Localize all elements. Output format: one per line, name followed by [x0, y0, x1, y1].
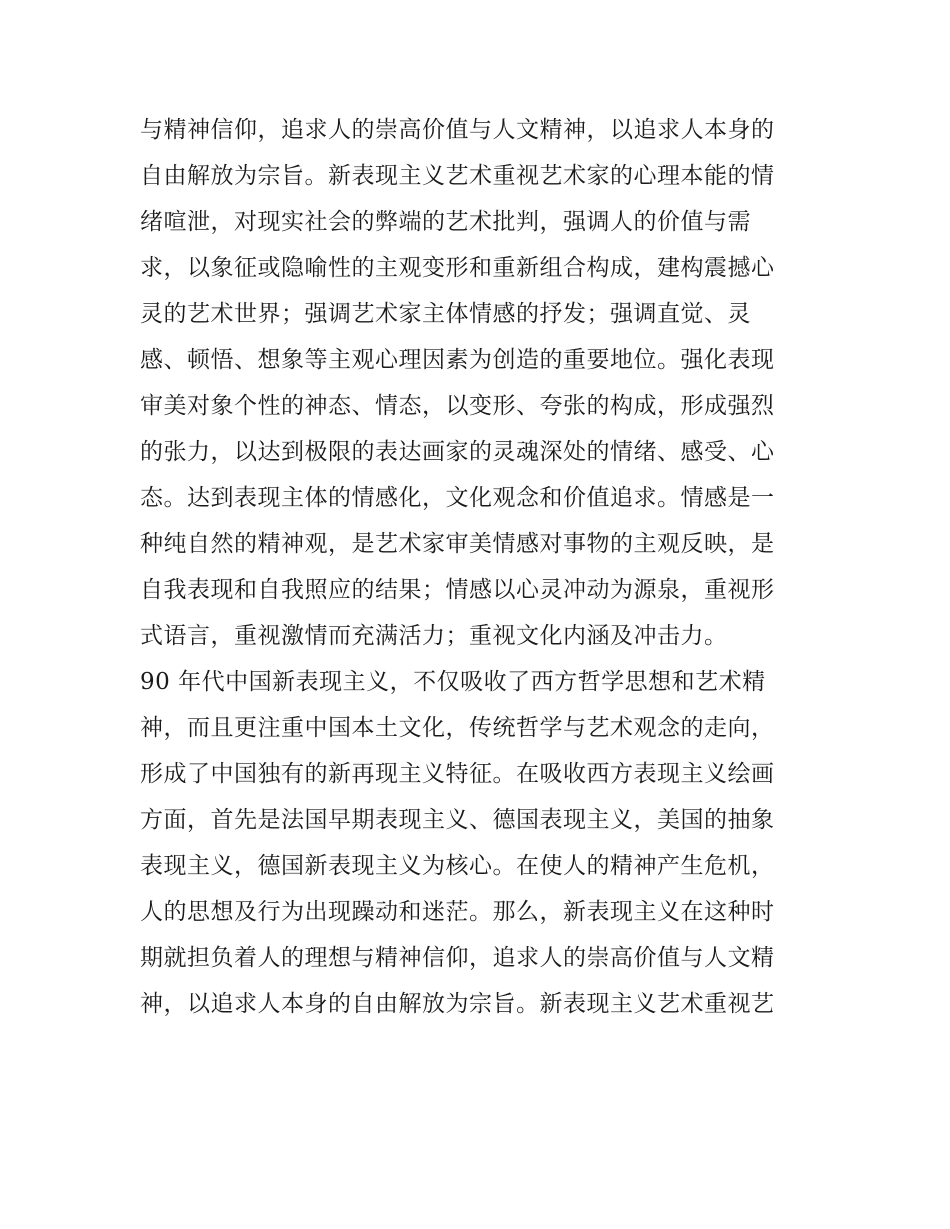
text-line: 自由解放为宗旨。新表现主义艺术重视艺术家的心理本能的情 — [140, 163, 775, 189]
body-text — [140, 107, 820, 1027]
text-line: 神，而且更注重中国本土文化，传统哲学与艺术观念的走向， — [140, 715, 775, 741]
text-line: 方面，首先是法国早期表现主义、德国表现主义，美国的抽象 — [140, 807, 775, 833]
text-line: 自我表现和自我照应的结果；情感以心灵冲动为源泉，重视形 — [140, 577, 775, 603]
text-line: 神，以追求人本身的自由解放为宗旨。新表现主义艺术重视艺 — [140, 991, 775, 1017]
text-line: 种纯自然的精神观，是艺术家审美情感对事物的主观反映，是 — [140, 531, 775, 557]
text-line: 人的思想及行为出现躁动和迷茫。那么，新表现主义在这种时 — [140, 899, 775, 925]
text-line: 求，以象征或隐喻性的主观变形和重新组合构成，建构震撼心 — [140, 255, 775, 281]
text-line: 形成了中国独有的新再现主义特征。在吸收西方表现主义绘画 — [140, 761, 775, 787]
text-line: 90 年代中国新表现主义，不仅吸收了西方哲学思想和艺术精 — [140, 669, 766, 695]
text-line: 感、顿悟、想象等主观心理因素为创造的重要地位。强化表现 — [140, 347, 775, 373]
text-line: 的张力，以达到极限的表达画家的灵魂深处的情绪、感受、心 — [140, 439, 775, 465]
text-line: 与精神信仰，追求人的崇高价值与人文精神，以追求人本身的 — [140, 117, 775, 143]
text-line: 期就担负着人的理想与精神信仰，追求人的崇高价值与人文精 — [140, 945, 775, 971]
text-line: 审美对象个性的神态、情态，以变形、夸张的构成，形成强烈 — [140, 393, 775, 419]
text-line: 绪喧泄，对现实社会的弊端的艺术批判，强调人的价值与需 — [140, 209, 751, 235]
text-line: 式语言，重视激情而充满活力；重视文化内涵及冲击力。 — [140, 623, 728, 649]
text-line: 灵的艺术世界；强调艺术家主体情感的抒发；强调直觉、灵 — [140, 301, 751, 327]
text-line: 态。达到表现主体的情感化，文化观念和价值追求。情感是一 — [140, 485, 775, 511]
text-line: 表现主义，德国新表现主义为核心。在使人的精神产生危机， — [140, 853, 775, 879]
